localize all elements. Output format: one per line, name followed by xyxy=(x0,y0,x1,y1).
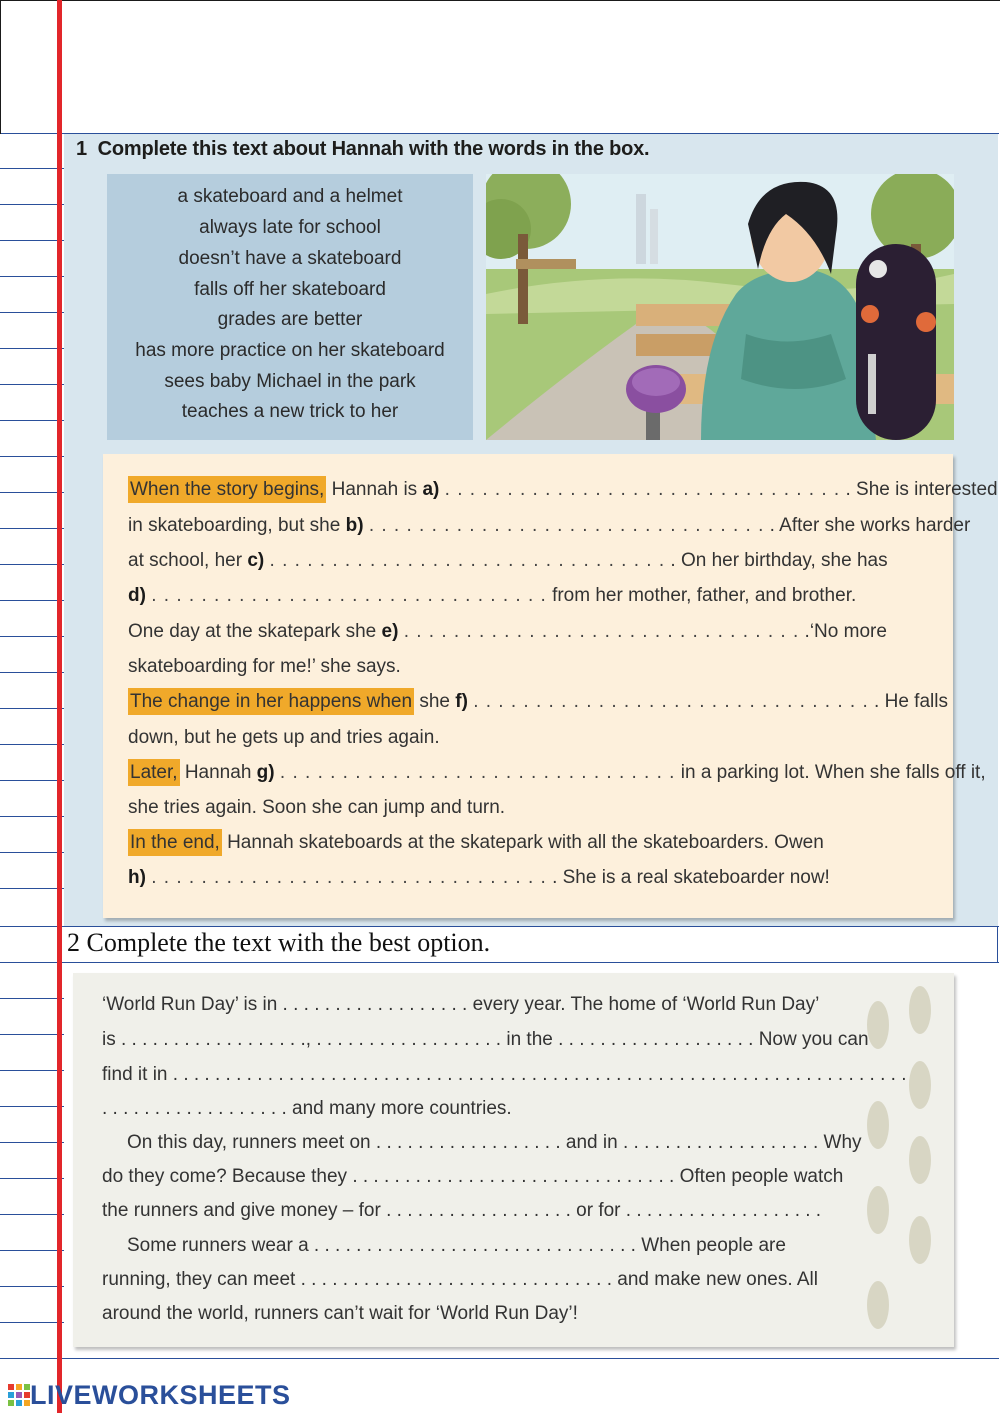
blank-e[interactable]: . . . . . . . . . . . . . . . . . . . . . . . . . . . . . . . . xyxy=(403,621,800,642)
text: Hannah skateboards at the skatepark with all the skateboarders. Owen xyxy=(221,832,824,853)
story-line xyxy=(128,515,970,537)
rule-line xyxy=(0,1142,64,1143)
rule-line xyxy=(0,672,64,673)
blank-label-f: f) xyxy=(455,691,468,712)
story-line xyxy=(128,550,888,572)
rule-line xyxy=(0,1250,64,1251)
blank-d[interactable]: . . . . . . . . . . . . . . . . . . . . . . . . . . . . . . . . xyxy=(151,585,547,606)
word-option: grades are better xyxy=(217,309,363,330)
text: at school, her xyxy=(128,550,248,571)
highlight: In the end, xyxy=(128,829,222,856)
rule-line xyxy=(0,1322,64,1323)
word-option: a skateboard and a helmet xyxy=(177,186,403,207)
rule-line xyxy=(0,926,999,927)
rule-line xyxy=(0,348,64,349)
rule-line xyxy=(0,780,64,781)
rule-line xyxy=(0,420,64,421)
text: . She is a real skateboarder now! xyxy=(546,867,830,888)
page-border xyxy=(0,0,1000,1)
rule-line xyxy=(0,312,64,313)
blank-c[interactable]: . . . . . . . . . . . . . . . . . . . . . . . . . . . . . . . . xyxy=(269,550,666,571)
rule-line xyxy=(0,998,64,999)
blank-h[interactable]: . . . . . . . . . . . . . . . . . . . . . . . . . . . . . . . . xyxy=(151,867,547,888)
rule-line xyxy=(0,744,64,745)
word-option: teaches a new trick to her xyxy=(181,401,399,422)
rule-line xyxy=(0,276,64,277)
story-line: skateboarding for me!’ she says. xyxy=(128,656,401,677)
text: Hannah is xyxy=(326,479,423,500)
highlight: The change in her happens when xyxy=(128,688,414,715)
word-option: falls off her skateboard xyxy=(194,279,386,300)
rule-line xyxy=(0,564,64,565)
text: she xyxy=(414,691,456,712)
rule-line xyxy=(0,708,64,709)
text-line: running, they can meet . . . . . . . . . . . . . . . . . . . . . . . . . . . . . . and make new ones. All xyxy=(102,1269,818,1290)
text-line: the runners and give money – for . . . . . . . . . . . . . . . . . . or for . . . . . . . . . . . . . . . . . . . xyxy=(102,1200,822,1221)
rule-line xyxy=(0,492,64,493)
rule-line xyxy=(0,1286,64,1287)
blank-label-b: b) xyxy=(345,515,364,536)
blank-label-a: a) xyxy=(422,479,440,500)
blank-b[interactable]: . . . . . . . . . . . . . . . . . . . . . . . . . . . . . . . . xyxy=(368,515,765,536)
story-line xyxy=(128,479,998,501)
text-line: around the world, runners can’t wait for ‘World Run Day’! xyxy=(102,1303,578,1324)
text: from her mother, father, and brother. xyxy=(552,585,857,606)
rule-line xyxy=(0,528,64,529)
word-option: always late for school xyxy=(199,217,381,238)
margin-line xyxy=(57,0,62,1413)
rule-line xyxy=(0,852,64,853)
rule-line xyxy=(997,926,998,962)
text-line: On this day, runners meet on . . . . . . . . . . . . . . . . . . and in . . . . . . . . . . . . . . . . . . . Why xyxy=(127,1132,862,1153)
blank-label-e: e) xyxy=(381,621,399,642)
rule-line xyxy=(0,816,64,817)
story-line xyxy=(128,832,824,854)
rule-line xyxy=(0,888,64,889)
exercise2-instruction: 2 Complete the text with the best option. xyxy=(67,928,491,957)
word-option: sees baby Michael in the park xyxy=(164,371,416,392)
text: in skateboarding, but she xyxy=(128,515,346,536)
text: One day at the skatepark she xyxy=(128,621,382,642)
story-line xyxy=(128,691,948,713)
text-line: find it in . . . . . . . . . . . . . . . . . . . . . . . . . . . . . . . . . . . . . . . . . . . . . . . . . . . . . . . . . . . . . . . . . . . . . . xyxy=(102,1064,907,1085)
hannah-illustration xyxy=(486,174,954,440)
exercise-number: 1 xyxy=(76,138,87,160)
story-line xyxy=(128,762,986,784)
rule-line xyxy=(0,1106,64,1107)
story-line: she tries again. Soon she can jump and turn. xyxy=(128,797,506,818)
story-line xyxy=(128,867,830,889)
text-line: Some runners wear a . . . . . . . . . . . . . . . . . . . . . . . . . . . . . . . When people are xyxy=(127,1235,786,1256)
word-option: has more practice on her skateboard xyxy=(135,340,445,361)
blank-label-c: c) xyxy=(247,550,265,571)
story-line: down, but he gets up and tries again. xyxy=(128,727,440,748)
text: .‘No more xyxy=(799,621,887,642)
text-line: . . . . . . . . . . . . . . . . . . and many more countries. xyxy=(102,1098,512,1119)
instruction-text: Complete this text about Hannah with the words in the box. xyxy=(97,138,650,160)
rule-line xyxy=(0,636,64,637)
rule-line xyxy=(0,600,64,601)
blank-f[interactable]: . . . . . . . . . . . . . . . . . . . . . . . . . . . . . . . . xyxy=(473,691,869,712)
rule-line xyxy=(0,1214,64,1215)
logo-grid-icon xyxy=(8,1384,30,1406)
rule-line xyxy=(0,1178,64,1179)
rule-line xyxy=(0,1034,64,1035)
blank-label-g: g) xyxy=(256,762,275,783)
rule-line xyxy=(0,204,64,205)
page-border xyxy=(0,0,1,134)
rule-line xyxy=(0,240,64,241)
rule-line xyxy=(0,456,64,457)
footprints-icon xyxy=(858,975,948,1345)
text-line: ‘World Run Day’ is in . . . . . . . . . . . . . . . . . . every year. The home of ‘World Run Day’ xyxy=(102,994,820,1015)
highlight: Later, xyxy=(128,759,180,786)
text: Hannah xyxy=(179,762,257,783)
story-line xyxy=(128,585,856,607)
text-line: do they come? Because they . . . . . . . . . . . . . . . . . . . . . . . . . . . . . . . Often people watch xyxy=(102,1166,844,1187)
rule-line xyxy=(0,168,64,169)
rule-line xyxy=(0,384,64,385)
rule-line xyxy=(0,1358,999,1359)
word-option: doesn’t have a skateboard xyxy=(178,248,402,269)
text: . After she works harder xyxy=(764,515,971,536)
exercise1-instruction xyxy=(76,138,649,161)
text-line: is . . . . . . . . . . . . . . . . . ., . . . . . . . . . . . . . . . . . . in the . . . . . . . . . . . . . . . . . . . Now you can xyxy=(102,1029,869,1050)
rule-line xyxy=(0,1070,64,1071)
liveworksheets-logo xyxy=(8,1380,291,1410)
blank-g[interactable]: . . . . . . . . . . . . . . . . . . . . . . . . . . . . . . . . xyxy=(279,762,676,783)
text: . On her birthday, she has xyxy=(665,550,888,571)
word-box xyxy=(107,174,473,440)
text: . She is interested xyxy=(840,479,998,500)
highlight: When the story begins, xyxy=(128,476,326,503)
rule-line xyxy=(0,962,999,963)
logo-text: LIVEWORKSHEETS xyxy=(30,1379,291,1410)
text: in a parking lot. When she falls off it, xyxy=(680,762,986,783)
blank-a[interactable]: . . . . . . . . . . . . . . . . . . . . . . . . . . . . . . . . xyxy=(444,479,841,500)
text: . He falls xyxy=(868,691,948,712)
blank-label-d: d) xyxy=(128,585,146,606)
story-line xyxy=(128,621,887,643)
blank-label-h: h) xyxy=(128,867,146,888)
